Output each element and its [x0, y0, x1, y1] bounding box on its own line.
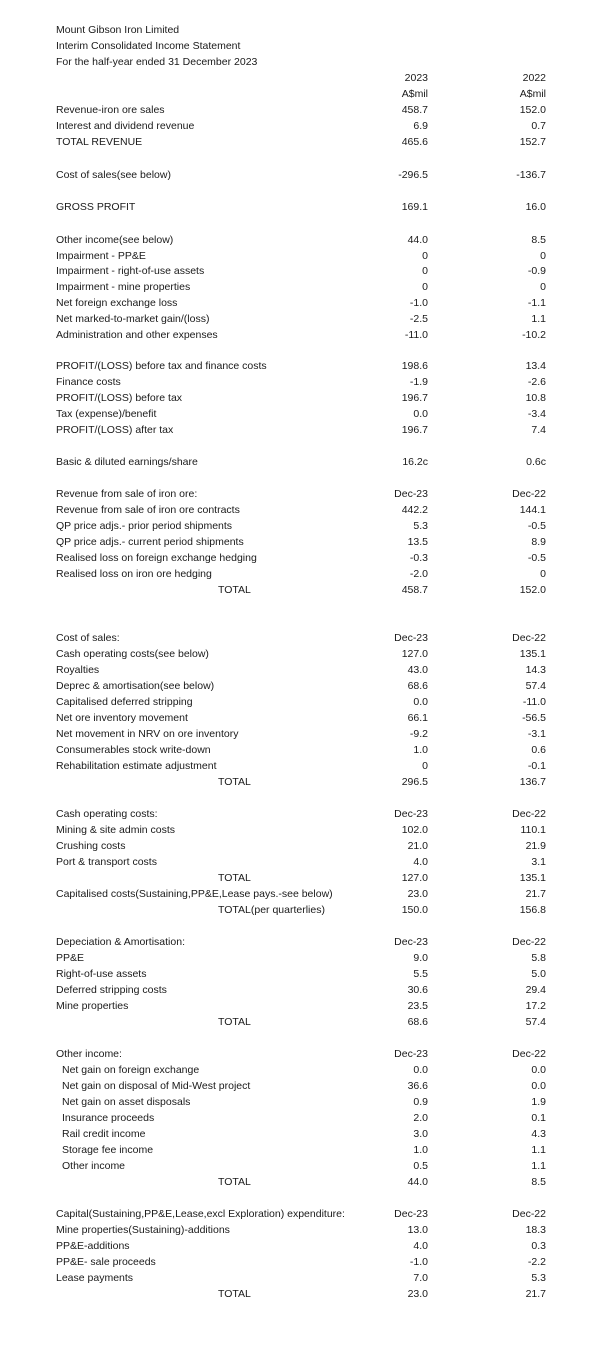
statement-row [0, 279, 612, 295]
row-value-2022: Dec-22 [512, 1208, 546, 1220]
row-value-2022: -0.1 [527, 760, 546, 772]
row-value-2023: 13.0 [407, 1224, 428, 1236]
row-value-2023: Dec-23 [394, 632, 428, 644]
row-label: Impairment - mine properties [56, 281, 191, 293]
statement-row [0, 966, 612, 982]
row-value-2023: 68.6 [407, 680, 428, 692]
row-value-2022: 4.3 [531, 1128, 546, 1140]
row-value-2023: 30.6 [407, 984, 428, 996]
row-value-2022: -0.9 [527, 265, 546, 277]
row-value-2023: 1.0 [413, 744, 428, 756]
row-value-2022: 0 [540, 250, 546, 262]
row-label: TOTAL [218, 872, 251, 884]
row-value-2022: 152.0 [519, 584, 546, 596]
statement-row [0, 311, 612, 327]
statement-period: For the half-year ended 31 December 2023 [56, 56, 258, 68]
row-value-2023: 0 [422, 250, 428, 262]
statement-row [0, 1046, 612, 1062]
statement-title-line [0, 38, 612, 54]
row-label: TOTAL [218, 1176, 251, 1188]
row-value-2022: -0.5 [527, 552, 546, 564]
statement-row [0, 1222, 612, 1238]
row-value-2023: 442.2 [401, 504, 428, 516]
statement-row [0, 167, 612, 183]
row-value-2023: 23.0 [407, 888, 428, 900]
statement-row [0, 566, 612, 582]
row-label: PP&E [56, 952, 85, 964]
row-value-2022: 110.1 [520, 824, 546, 836]
row-value-2023: -2.0 [409, 568, 428, 580]
row-value-2023: 23.5 [407, 1000, 428, 1012]
row-value-2022: -3.4 [527, 408, 546, 420]
row-value-2022: 5.8 [531, 952, 546, 964]
row-value-2022: 0 [540, 568, 546, 580]
row-value-2023: 23.0 [407, 1288, 428, 1300]
row-value-2023: 13.5 [407, 536, 428, 548]
row-label: Capital(Sustaining,PP&E,Lease,excl Exploration) expenditure: [56, 1208, 345, 1220]
row-value-2023: 296.5 [401, 776, 428, 788]
column-2022-unit: A$mil [519, 88, 546, 100]
row-label: TOTAL [218, 1288, 251, 1300]
row-value-2022: 3.1 [531, 856, 546, 868]
row-value-2022: -2.2 [527, 1256, 546, 1268]
statement-row [0, 758, 612, 774]
row-label: TOTAL [218, 776, 251, 788]
statement-row [0, 518, 612, 534]
row-label: Realised loss on iron ore hedging [56, 568, 212, 580]
row-label: Crushing costs [56, 840, 126, 852]
row-value-2022: 13.4 [525, 360, 546, 372]
row-value-2023: -1.0 [409, 297, 428, 309]
row-value-2023: 68.6 [407, 1016, 428, 1028]
statement-row [0, 1158, 612, 1174]
statement-row [0, 1238, 612, 1254]
row-label: Interest and dividend revenue [56, 120, 195, 132]
row-value-2023: -0.3 [409, 552, 428, 564]
statement-row [0, 1270, 612, 1286]
row-label: QP price adjs.- current period shipments [56, 536, 244, 548]
statement-row [0, 1014, 612, 1030]
statement-row [0, 806, 612, 822]
row-label: Capitalised deferred stripping [56, 696, 193, 708]
row-value-2022: Dec-22 [512, 632, 546, 644]
row-label: Other income(see below) [56, 234, 174, 246]
row-value-2023: 5.3 [413, 520, 428, 532]
row-label: TOTAL [218, 1016, 251, 1028]
row-label: Rehabilitation estimate adjustment [56, 760, 217, 772]
row-label: QP price adjs.- prior period shipments [56, 520, 233, 532]
row-label: Tax (expense)/benefit [56, 408, 157, 420]
row-value-2022: -3.1 [527, 728, 546, 740]
row-value-2023: 0.0 [413, 408, 428, 420]
row-value-2022: 152.7 [519, 136, 546, 148]
row-label: Net gain on asset disposals [62, 1096, 191, 1108]
row-label: Realised loss on foreign exchange hedging [56, 552, 257, 564]
row-label: Net movement in NRV on ore inventory [56, 728, 239, 740]
row-value-2023: Dec-23 [394, 488, 428, 500]
row-value-2023: -296.5 [398, 169, 428, 181]
statement-row [0, 774, 612, 790]
statement-row [0, 1142, 612, 1158]
statement-row [0, 1078, 612, 1094]
statement-row [0, 902, 612, 918]
row-label: Deprec & amortisation(see below) [56, 680, 215, 692]
row-value-2023: 458.7 [401, 104, 428, 116]
row-label: Net ore inventory movement [56, 712, 188, 724]
statement-row [0, 502, 612, 518]
row-label: Right-of-use assets [56, 968, 147, 980]
row-label: Administration and other expenses [56, 329, 218, 341]
row-value-2023: 21.0 [407, 840, 428, 852]
row-label: Basic & diluted earnings/share [56, 456, 198, 468]
statement-row [0, 582, 612, 598]
row-value-2023: -1.0 [409, 1256, 428, 1268]
statement-row [0, 1126, 612, 1142]
row-value-2023: 6.9 [413, 120, 428, 132]
row-value-2023: 7.0 [413, 1272, 428, 1284]
row-value-2023: 458.7 [401, 584, 428, 596]
row-label: GROSS PROFIT [56, 201, 136, 213]
row-value-2023: -9.2 [409, 728, 428, 740]
row-label: Depeciation & Amortisation: [56, 936, 185, 948]
statement-row [0, 534, 612, 550]
statement-row [0, 263, 612, 279]
statement-row [0, 295, 612, 311]
row-value-2022: Dec-22 [512, 936, 546, 948]
row-value-2022: 144.1 [519, 504, 546, 516]
statement-row [0, 118, 612, 134]
row-value-2023: Dec-23 [394, 936, 428, 948]
row-value-2023: -2.5 [409, 313, 428, 325]
row-value-2023: -1.9 [409, 376, 428, 388]
statement-title: Interim Consolidated Income Statement [56, 40, 241, 52]
row-value-2023: 0.9 [413, 1096, 428, 1108]
row-value-2022: 0.6c [526, 456, 546, 468]
row-value-2023: 0.0 [413, 1064, 428, 1076]
row-value-2022: 5.3 [531, 1272, 546, 1284]
row-label: Revenue-iron ore sales [56, 104, 165, 116]
row-value-2022: 0 [540, 281, 546, 293]
statement-row [0, 950, 612, 966]
row-value-2022: -56.5 [522, 712, 546, 724]
row-value-2023: 3.0 [413, 1128, 428, 1140]
row-value-2022: Dec-22 [512, 488, 546, 500]
row-label: Storage fee income [62, 1144, 154, 1156]
row-label: Lease payments [56, 1272, 134, 1284]
row-value-2023: 0.5 [413, 1160, 428, 1172]
row-label: Cash operating costs(see below) [56, 648, 209, 660]
statement-row [0, 327, 612, 343]
row-value-2022: 57.4 [525, 1016, 546, 1028]
statement-row [0, 1254, 612, 1270]
statement-row [0, 998, 612, 1014]
row-value-2022: 0.7 [531, 120, 546, 132]
row-value-2022: 21.7 [525, 888, 546, 900]
row-label: Royalties [56, 664, 100, 676]
row-value-2023: 9.0 [413, 952, 428, 964]
row-value-2022: 1.9 [531, 1096, 546, 1108]
row-value-2022: 8.5 [531, 234, 546, 246]
row-value-2023: Dec-23 [394, 1208, 428, 1220]
column-unit-header [0, 86, 612, 102]
row-value-2022: 18.3 [525, 1224, 546, 1236]
row-label: Other income [62, 1160, 126, 1172]
statement-row [0, 374, 612, 390]
row-label: Revenue from sale of iron ore: [56, 488, 198, 500]
row-value-2023: 66.1 [407, 712, 428, 724]
row-value-2022: 0.3 [531, 1240, 546, 1252]
statement-row [0, 710, 612, 726]
statement-row [0, 838, 612, 854]
row-value-2022: 0.1 [531, 1112, 546, 1124]
row-label: PROFIT/(LOSS) after tax [56, 424, 174, 436]
statement-row [0, 1174, 612, 1190]
row-label: PP&E- sale proceeds [56, 1256, 156, 1268]
row-value-2022: -11.0 [522, 696, 546, 708]
statement-row [0, 486, 612, 502]
row-value-2023: 44.0 [407, 1176, 428, 1188]
statement-row [0, 248, 612, 264]
row-value-2023: Dec-23 [394, 808, 428, 820]
row-value-2022: 135.1 [519, 872, 546, 884]
row-value-2023: 1.0 [413, 1144, 428, 1156]
row-value-2022: 21.7 [525, 1288, 546, 1300]
row-value-2022: 1.1 [531, 1160, 546, 1172]
row-value-2023: 5.5 [413, 968, 428, 980]
row-value-2022: 21.9 [525, 840, 546, 852]
row-value-2023: -11.0 [404, 329, 428, 341]
row-value-2022: 0.0 [531, 1080, 546, 1092]
statement-row [0, 550, 612, 566]
row-label: Capitalised costs(Sustaining,PP&E,Lease pays.-see below) [56, 888, 333, 900]
column-year-header [0, 70, 612, 86]
row-label: Net foreign exchange loss [56, 297, 178, 309]
row-value-2022: 1.1 [531, 1144, 546, 1156]
row-value-2022: 7.4 [531, 424, 546, 436]
row-value-2022: -136.7 [516, 169, 546, 181]
column-2023-unit: A$mil [401, 88, 428, 100]
row-value-2023: 465.6 [401, 136, 428, 148]
row-label: Impairment - PP&E [56, 250, 146, 262]
company-name-line [0, 22, 612, 38]
row-label: TOTAL(per quarterlies) [218, 904, 325, 916]
row-value-2023: 127.0 [401, 648, 428, 660]
statement-row [0, 630, 612, 646]
row-value-2023: 44.0 [407, 234, 428, 246]
row-label: PP&E-additions [56, 1240, 130, 1252]
row-value-2022: 1.1 [531, 313, 546, 325]
row-value-2023: 16.2c [402, 456, 428, 468]
statement-row [0, 934, 612, 950]
row-value-2022: 8.5 [531, 1176, 546, 1188]
row-value-2022: 5.0 [531, 968, 546, 980]
row-value-2023: 196.7 [401, 392, 428, 404]
row-value-2023: 198.6 [401, 360, 428, 372]
statement-row [0, 854, 612, 870]
statement-row [0, 662, 612, 678]
row-label: Rail credit income [62, 1128, 146, 1140]
statement-row [0, 678, 612, 694]
row-value-2022: Dec-22 [512, 1048, 546, 1060]
company-name: Mount Gibson Iron Limited [56, 24, 180, 36]
row-label: Consumerables stock write-down [56, 744, 211, 756]
statement-row [0, 870, 612, 886]
row-value-2022: 57.4 [525, 680, 546, 692]
row-value-2022: -2.6 [527, 376, 546, 388]
row-value-2022: -0.5 [527, 520, 546, 532]
row-label: PROFIT/(LOSS) before tax and finance costs [56, 360, 267, 372]
statement-row [0, 694, 612, 710]
row-label: Net gain on foreign exchange [62, 1064, 200, 1076]
row-value-2023: 4.0 [413, 856, 428, 868]
statement-row [0, 1062, 612, 1078]
statement-row [0, 232, 612, 248]
row-label: PROFIT/(LOSS) before tax [56, 392, 183, 404]
statement-row [0, 134, 612, 150]
statement-row [0, 199, 612, 215]
period-line [0, 54, 612, 70]
row-value-2022: 17.2 [525, 1000, 546, 1012]
row-value-2023: 150.0 [401, 904, 428, 916]
row-label: Other income: [56, 1048, 122, 1060]
row-value-2023: 127.0 [401, 872, 428, 884]
row-label: Cost of sales(see below) [56, 169, 171, 181]
row-label: Deferred stripping costs [56, 984, 167, 996]
row-value-2022: 14.3 [525, 664, 546, 676]
column-2023-year: 2023 [404, 72, 428, 84]
row-value-2023: 102.0 [401, 824, 428, 836]
row-label: TOTAL [218, 584, 251, 596]
row-label: Mine properties [56, 1000, 129, 1012]
row-value-2022: 0.0 [531, 1064, 546, 1076]
statement-row [0, 1110, 612, 1126]
row-value-2022: -1.1 [527, 297, 546, 309]
row-value-2022: 8.9 [531, 536, 546, 548]
row-label: Finance costs [56, 376, 121, 388]
statement-row [0, 454, 612, 470]
row-label: Revenue from sale of iron ore contracts [56, 504, 240, 516]
statement-row [0, 726, 612, 742]
statement-row [0, 1094, 612, 1110]
row-label: Port & transport costs [56, 856, 157, 868]
row-value-2023: 0 [422, 281, 428, 293]
row-value-2022: 136.7 [519, 776, 546, 788]
row-value-2023: 36.6 [407, 1080, 428, 1092]
row-value-2023: 4.0 [413, 1240, 428, 1252]
row-value-2023: 0 [422, 265, 428, 277]
statement-row [0, 406, 612, 422]
row-value-2022: 156.8 [519, 904, 546, 916]
row-label: Impairment - right-of-use assets [56, 265, 205, 277]
row-value-2022: 10.8 [525, 392, 546, 404]
row-label: Mine properties(Sustaining)-additions [56, 1224, 230, 1236]
row-value-2022: Dec-22 [512, 808, 546, 820]
column-2022-year: 2022 [522, 72, 546, 84]
row-value-2023: 2.0 [413, 1112, 428, 1124]
statement-row [0, 982, 612, 998]
statement-row [0, 742, 612, 758]
row-value-2022: 16.0 [525, 201, 546, 213]
row-value-2023: 169.1 [401, 201, 428, 213]
statement-row [0, 422, 612, 438]
statement-row [0, 390, 612, 406]
row-label: Net gain on disposal of Mid-West project [62, 1080, 251, 1092]
row-value-2022: 0.6 [531, 744, 546, 756]
row-label: TOTAL REVENUE [56, 136, 143, 148]
row-value-2022: 135.1 [519, 648, 546, 660]
row-label: Cost of sales: [56, 632, 120, 644]
row-value-2023: 196.7 [401, 424, 428, 436]
row-value-2023: 43.0 [407, 664, 428, 676]
row-label: Net marked-to-market gain/(loss) [56, 313, 210, 325]
statement-row [0, 822, 612, 838]
row-value-2022: -10.2 [522, 329, 546, 341]
row-label: Mining & site admin costs [56, 824, 176, 836]
row-label: Cash operating costs: [56, 808, 158, 820]
statement-row [0, 886, 612, 902]
statement-row [0, 1206, 612, 1222]
row-label: Insurance proceeds [62, 1112, 155, 1124]
row-value-2022: 29.4 [525, 984, 546, 996]
row-value-2023: 0 [422, 760, 428, 772]
row-value-2023: Dec-23 [394, 1048, 428, 1060]
statement-row [0, 102, 612, 118]
row-value-2022: 152.0 [519, 104, 546, 116]
row-value-2023: 0.0 [413, 696, 428, 708]
statement-row [0, 646, 612, 662]
statement-row [0, 1286, 612, 1302]
statement-row [0, 358, 612, 374]
